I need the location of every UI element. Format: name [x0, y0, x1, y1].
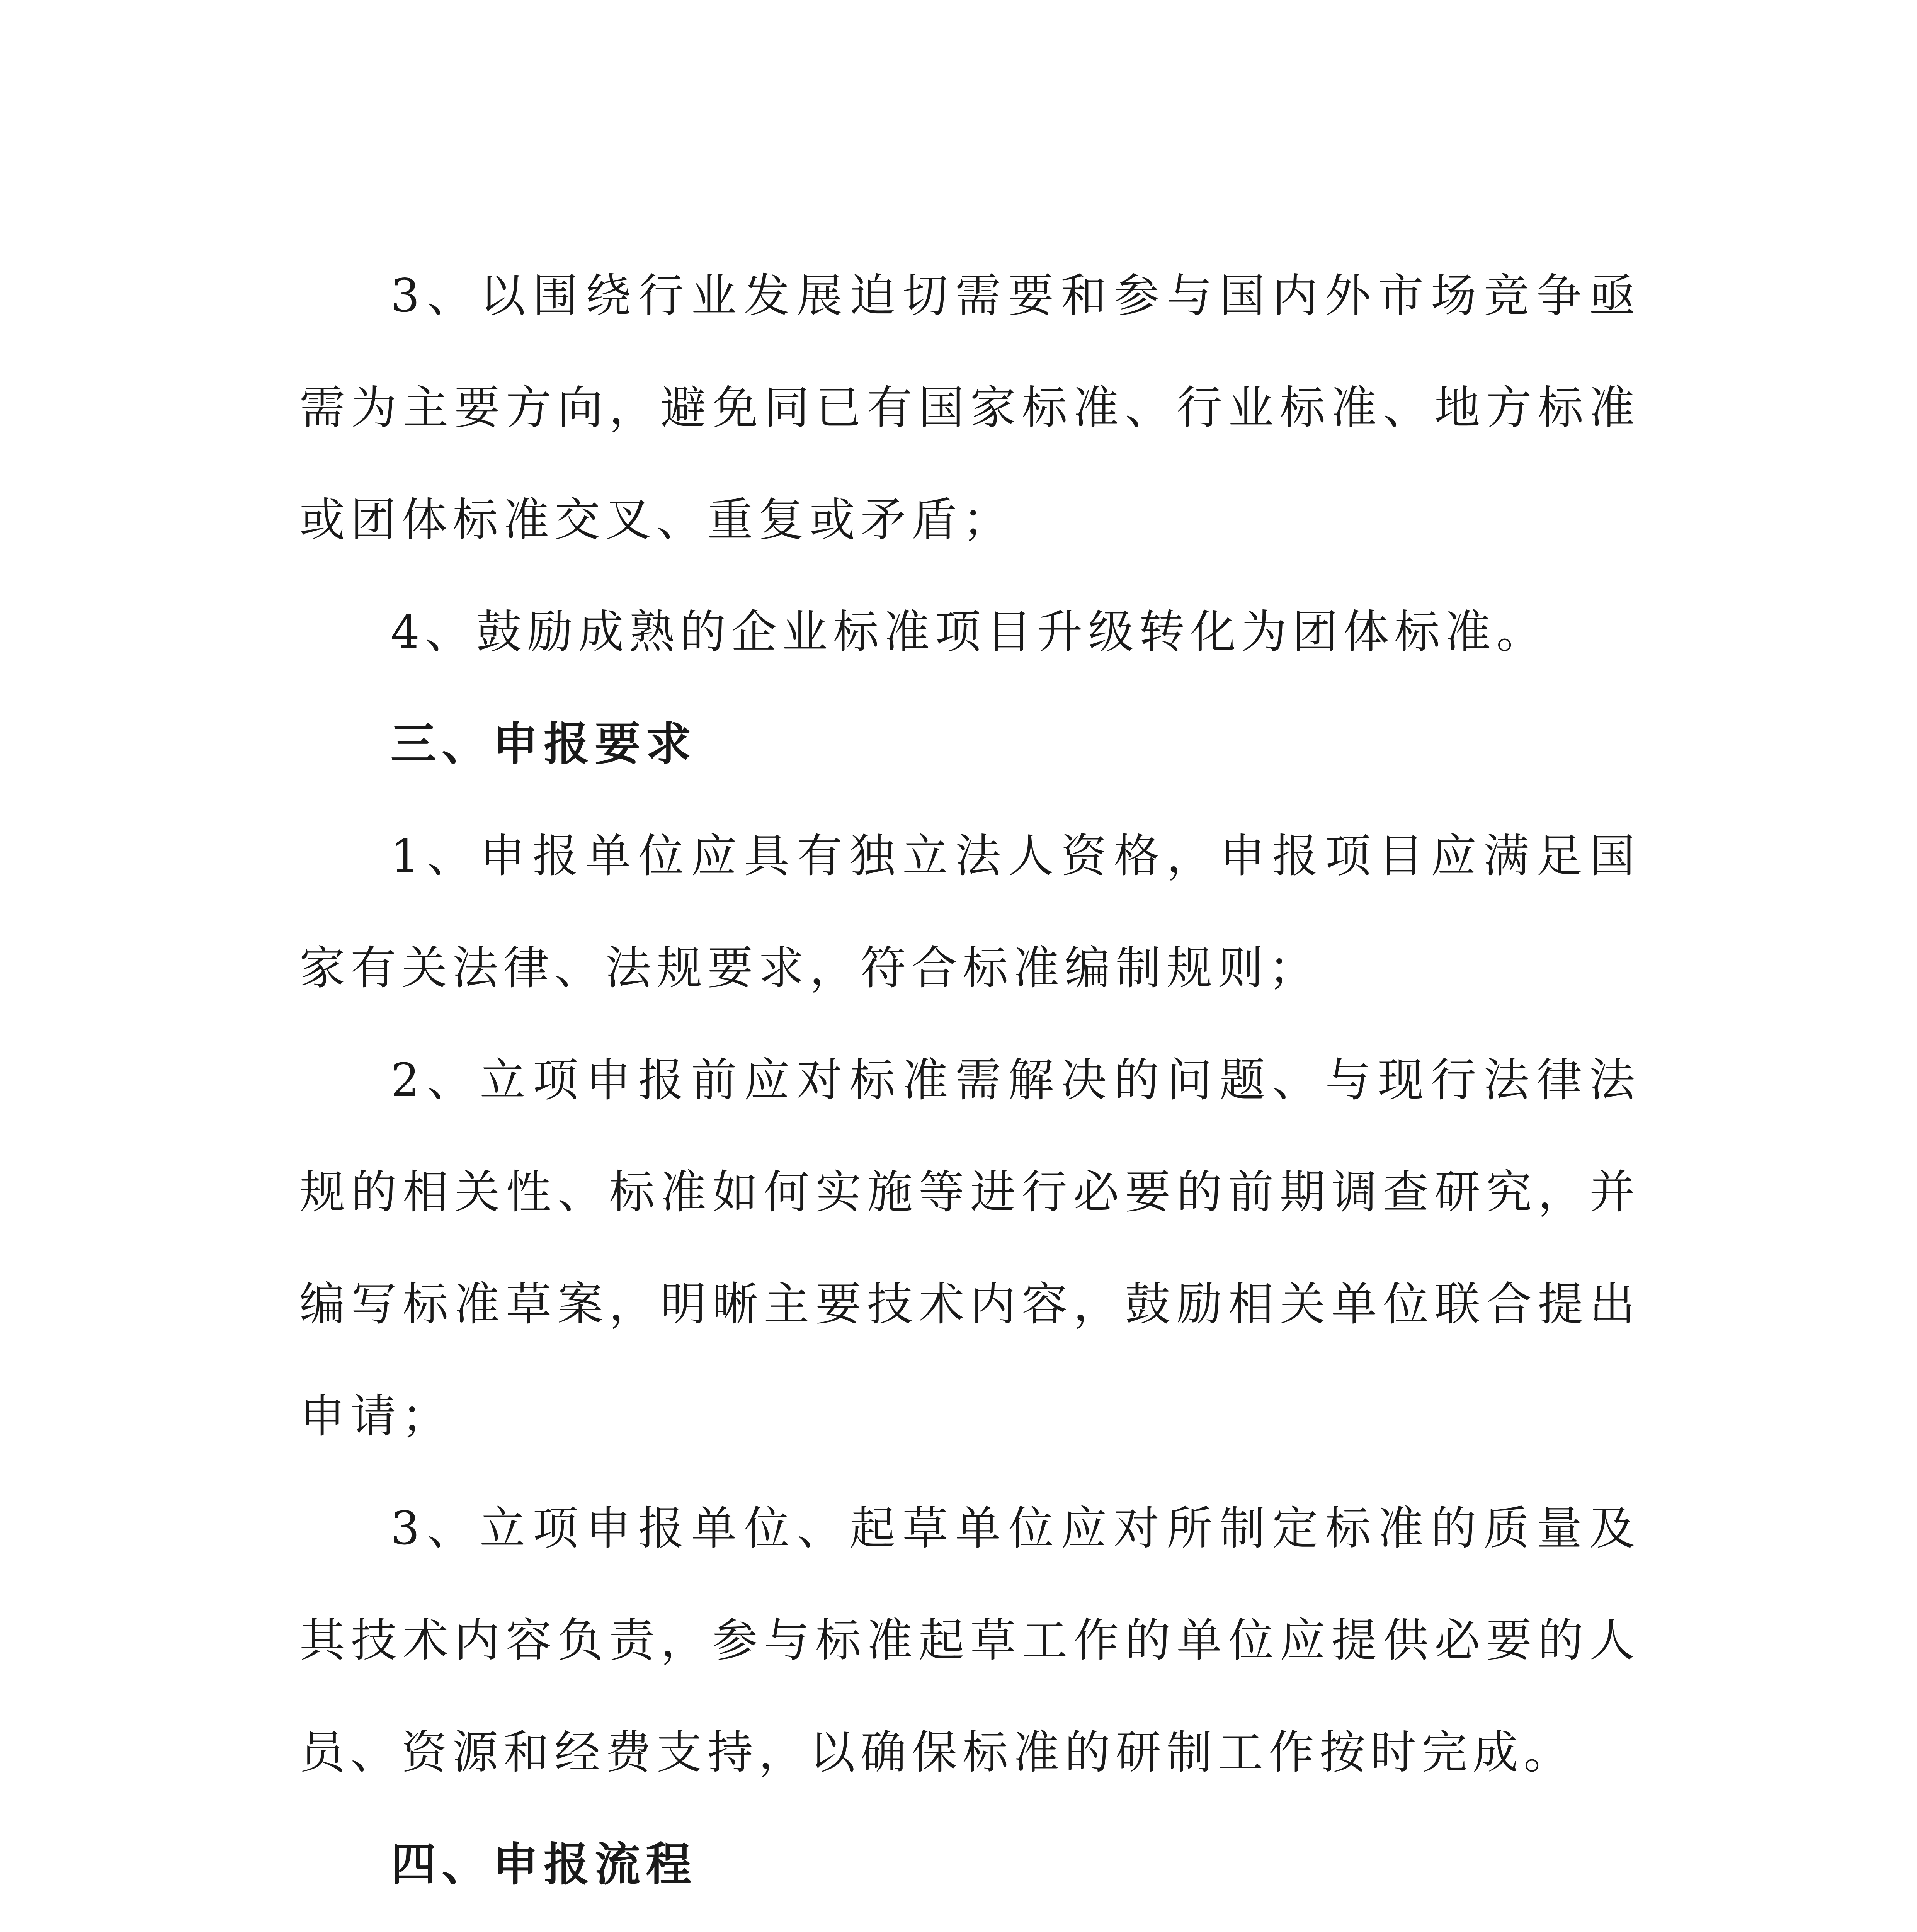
- section-heading-process: 四、申报流程: [391, 1837, 697, 1891]
- paragraph-item-3-direction: 3、以围绕行业发展迫切需要和参与国内外市场竞争亟需为主要方向，避免同已有国家标准、行业标准、地方标准或团体标准交叉、重复或矛盾；: [299, 269, 1640, 546]
- paragraph-process-1: [299, 1920, 1640, 1932]
- section-heading-requirements: 三、申报要求: [391, 717, 697, 770]
- paragraph-item-4-upgrade: 4、鼓励成熟的企业标准项目升级转化为团体标准。: [391, 605, 1548, 658]
- paragraph-requirement-1: 1、申报单位应具有独立法人资格，申报项目应满足国家有关法律、法规要求，符合标准编制规则；: [299, 829, 1640, 995]
- document-body: [299, 240, 1640, 1932]
- paragraph-requirement-2: 2、立项申报前应对标准需解决的问题、与现行法律法规的相关性、标准如何实施等进行必要的前期调查研究，并编写标准草案，明晰主要技术内容，鼓励相关单位联合提出申请；: [299, 1053, 1640, 1443]
- paragraph-requirement-3: 3、立项申报单位、起草单位应对所制定标准的质量及其技术内容负责，参与标准起草工作的单位应提供必要的人员、资源和经费支持，以确保标准的研制工作按时完成。: [299, 1502, 1640, 1779]
